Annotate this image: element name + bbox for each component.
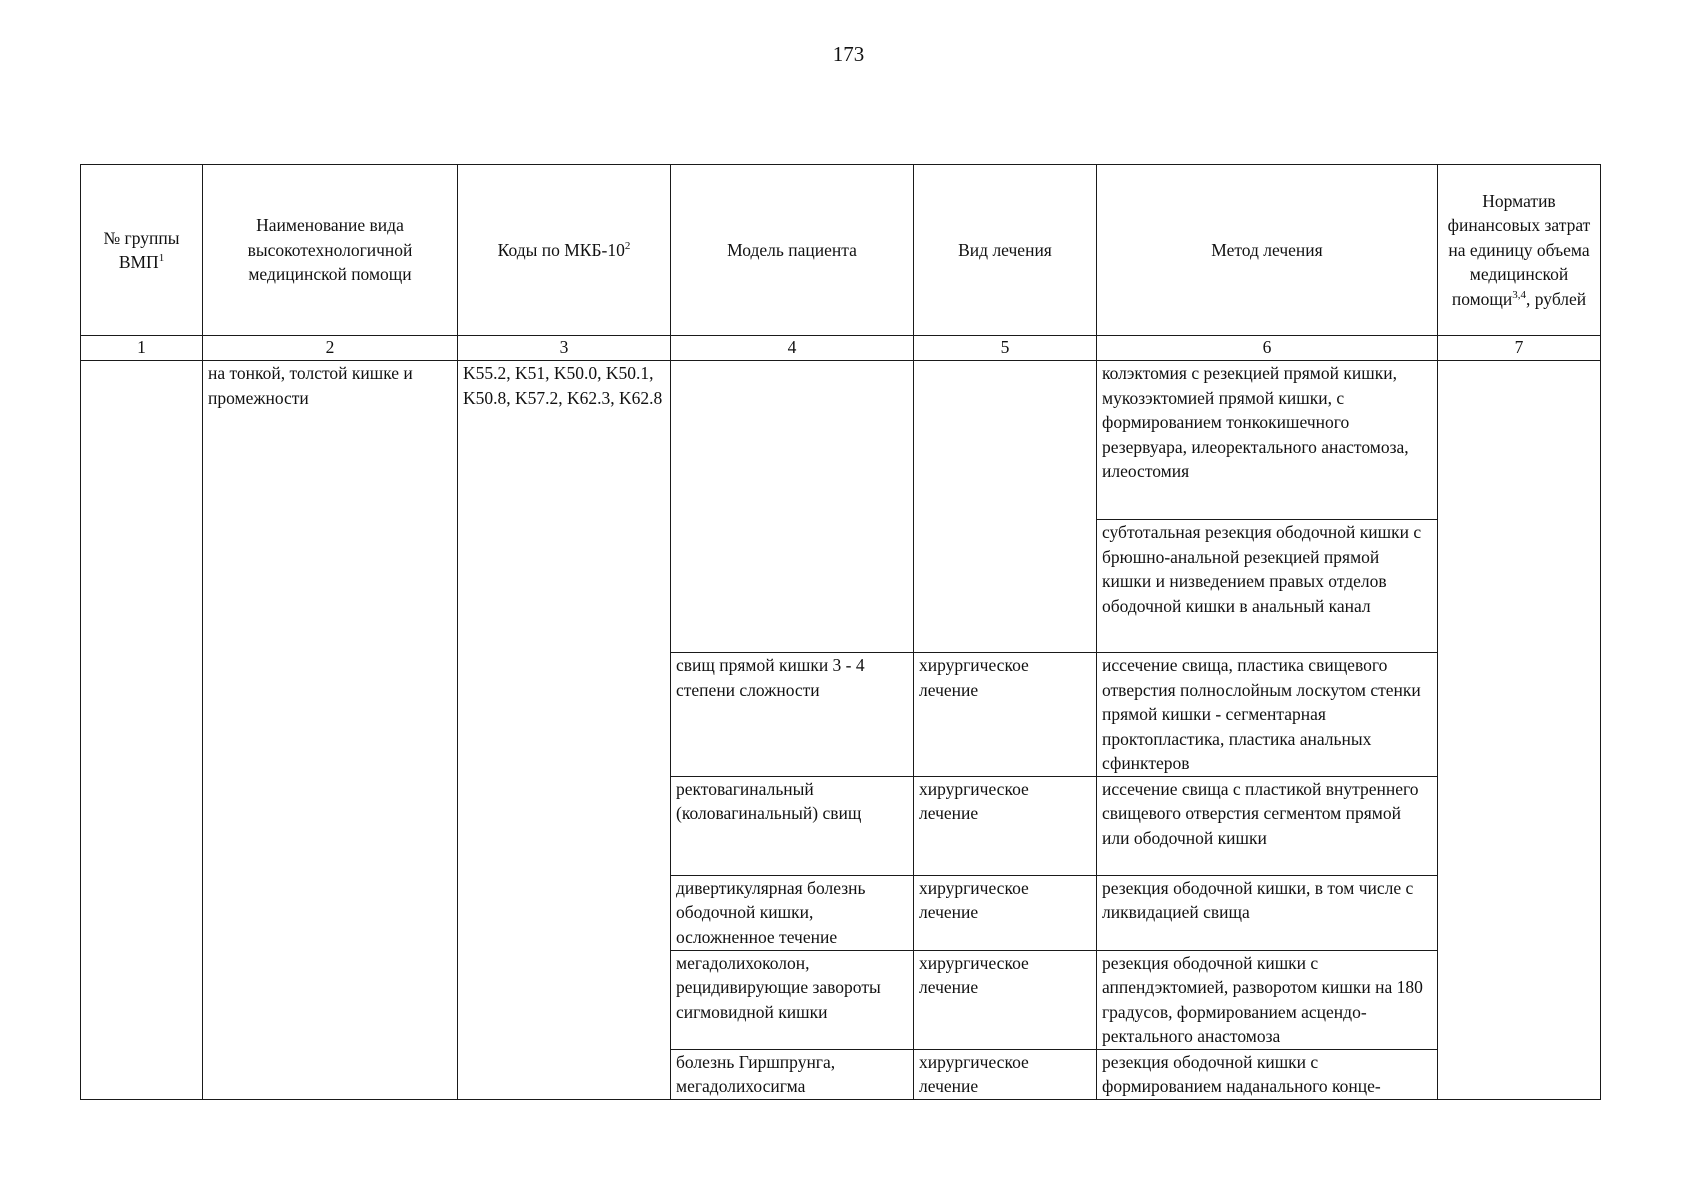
patient-model-cell: болезнь Гиршпрунга, мегадолихосигма bbox=[671, 1049, 914, 1099]
footnote-marker: 1 bbox=[158, 252, 165, 265]
header-treatment-method: Метод лечения bbox=[1097, 165, 1438, 336]
treatment-type-cell: хирургическое лечение bbox=[914, 875, 1097, 950]
header-group-number bbox=[81, 165, 203, 336]
patient-model-cell: мегадолихоколон, рецидивирующие завороты сигмовидной кишки bbox=[671, 950, 914, 1049]
header-cost-standard-unit: , рублей bbox=[1526, 288, 1587, 309]
patient-model-cell: ректовагинальный (коловагинальный) свищ bbox=[671, 776, 914, 875]
treatment-method-cell: колэктомия с резекцией прямой кишки, мукозэктомией прямой кишки, с формированием тонкокишечного резервуара, илеоректального анастомоза, илеостомия bbox=[1097, 361, 1438, 520]
header-care-type: Наименование вида высокотехнологичной медицинской помощи bbox=[203, 165, 458, 336]
header-row bbox=[81, 165, 1601, 336]
treatment-method-cell: иссечение свища, пластика свищевого отверстия полнослойным лоскутом стенки прямой кишки - сегментарная проктопластика, пластика анальных сфинктеров bbox=[1097, 653, 1438, 777]
treatment-type-cell: хирургическое лечение bbox=[914, 950, 1097, 1049]
column-number: 5 bbox=[914, 336, 1097, 361]
cost-standard-cell bbox=[1438, 361, 1601, 1100]
header-icd-codes-text: Коды по МКБ-10 bbox=[497, 239, 625, 260]
header-treatment-type: Вид лечения bbox=[914, 165, 1097, 336]
icd-codes-cell: K55.2, K51, K50.0, K50.1, K50.8, K57.2, K62.3, K62.8 bbox=[458, 361, 671, 1100]
header-cost-standard bbox=[1438, 165, 1601, 336]
treatment-method-cell: резекция ободочной кишки, в том числе с ликвидацией свища bbox=[1097, 875, 1438, 950]
column-number-row bbox=[81, 336, 1601, 361]
treatment-type-cell: хирургическое лечение bbox=[914, 1049, 1097, 1099]
treatment-type-cell: хирургическое лечение bbox=[914, 776, 1097, 875]
table-container bbox=[80, 164, 1601, 1100]
treatment-type-cell bbox=[914, 361, 1097, 653]
column-number: 6 bbox=[1097, 336, 1438, 361]
patient-model-cell: дивертикулярная болезнь ободочной кишки, осложненное течение bbox=[671, 875, 914, 950]
column-number: 7 bbox=[1438, 336, 1601, 361]
group-number-cell bbox=[81, 361, 203, 1100]
footnote-marker: 3,4 bbox=[1512, 288, 1527, 301]
column-number: 2 bbox=[203, 336, 458, 361]
footnote-marker: 2 bbox=[624, 239, 631, 252]
header-patient-model: Модель пациента bbox=[671, 165, 914, 336]
vmp-table bbox=[80, 164, 1601, 1100]
table-row bbox=[81, 361, 1601, 520]
page-number: 173 bbox=[832, 42, 865, 66]
column-number: 1 bbox=[81, 336, 203, 361]
header-cost-standard-text: Норматив финансовых затрат на единицу объема медицинской помощи bbox=[1447, 190, 1591, 309]
treatment-method-cell: иссечение свища с пластикой внутреннего свищевого отверстия сегментом прямой или ободочной кишки bbox=[1097, 776, 1438, 875]
table-body bbox=[81, 336, 1601, 1100]
patient-model-cell: свищ прямой кишки 3 - 4 степени сложности bbox=[671, 653, 914, 777]
treatment-method-cell: резекция ободочной кишки с формированием наданального конце- bbox=[1097, 1049, 1438, 1099]
header-icd-codes bbox=[458, 165, 671, 336]
patient-model-cell bbox=[671, 361, 914, 653]
treatment-method-cell: резекция ободочной кишки с аппендэктомией, разворотом кишки на 180 градусов, формированием асцендо-ректального анастомоза bbox=[1097, 950, 1438, 1049]
table-header bbox=[81, 165, 1601, 336]
column-number: 3 bbox=[458, 336, 671, 361]
treatment-method-cell: субтотальная резекция ободочной кишки с брюшно-анальной резекцией прямой кишки и низведением правых отделов ободочной кишки в анальный канал bbox=[1097, 520, 1438, 653]
treatment-type-cell: хирургическое лечение bbox=[914, 653, 1097, 777]
column-number: 4 bbox=[671, 336, 914, 361]
care-type-cell: на тонкой, толстой кишке и промежности bbox=[203, 361, 458, 1100]
header-group-number-text: № группы ВМП bbox=[103, 227, 180, 272]
